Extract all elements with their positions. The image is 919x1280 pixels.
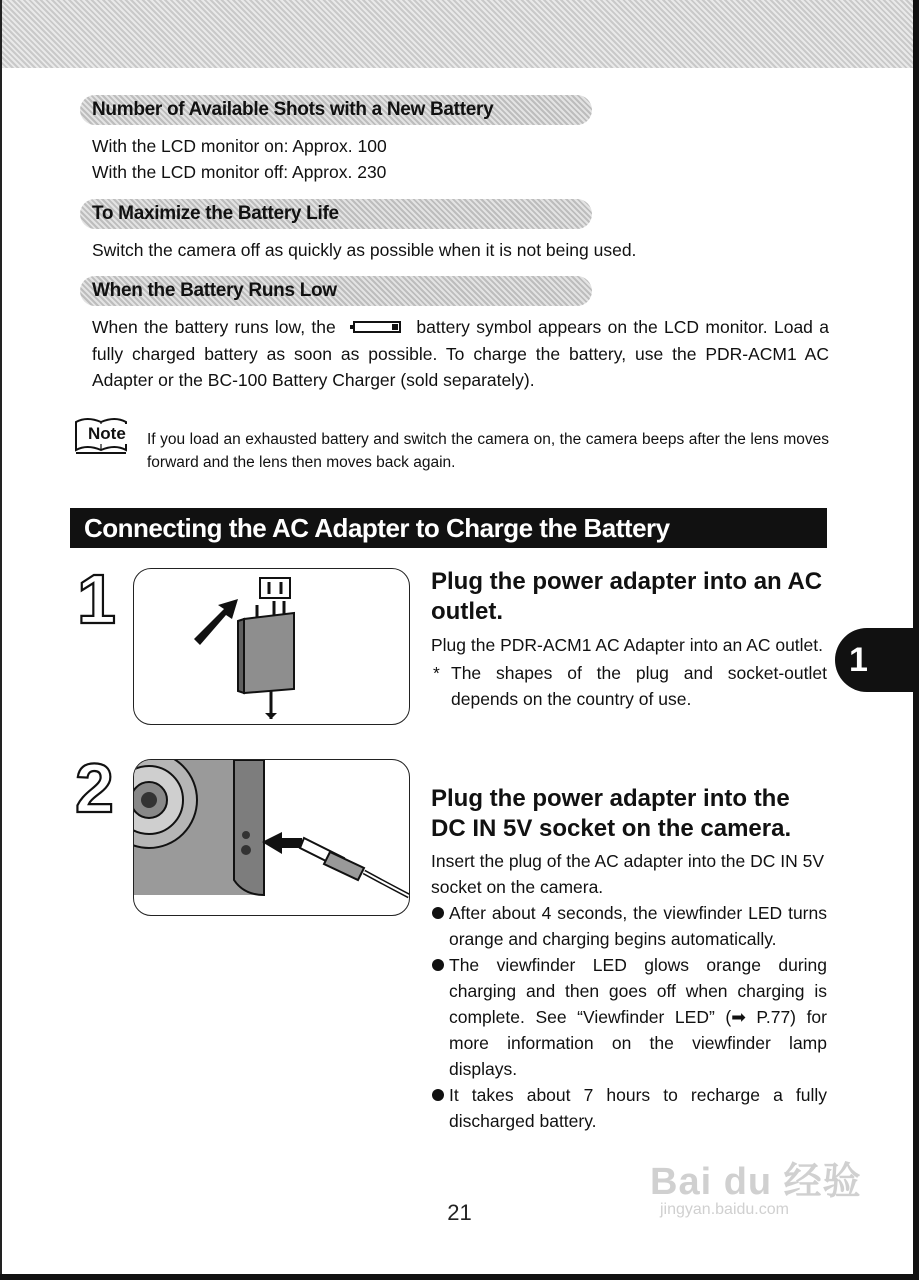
note-book-icon (73, 414, 129, 456)
camera-dc-socket-illustration (134, 760, 409, 915)
step-2-number-text: 2 (75, 752, 114, 818)
section-title-bar: Connecting the AC Adapter to Charge the Battery (70, 508, 827, 548)
step-1-number-text: 1 (77, 563, 116, 629)
left-scan-edge (0, 0, 2, 1280)
note-text: If you load an exhausted battery and switch the camera on, the camera beeps after the lens moves forward and the lens then moves back again. (147, 431, 829, 471)
step-1-title: Plug the power adapter into an AC outlet. (431, 568, 823, 625)
step-1-asterisk-text: The shapes of the plug and socket-outlet depends on the country of use. (451, 663, 827, 709)
step-2-bullet-3: It takes about 7 hours to recharge a fully discharged battery. (431, 1082, 827, 1134)
note-label: Note (88, 424, 126, 443)
shots-lcd-on: With the LCD monitor on: Approx. 100 (92, 136, 387, 156)
heading-battery-low: When the Battery Runs Low (80, 276, 592, 306)
step-1-body (431, 632, 827, 712)
step-2-bullet-1: After about 4 seconds, the viewfinder LED turns orange and charging begins automatically. (431, 900, 827, 952)
heading-maximize-battery: To Maximize the Battery Life (80, 199, 592, 229)
shots-text (92, 133, 387, 185)
asterisk-mark: * (433, 663, 440, 683)
step-2-body (431, 848, 827, 1134)
ac-adapter-illustration (134, 569, 409, 724)
watermark-main: Bai du 经验 (650, 1161, 862, 1203)
step-2-number (75, 752, 125, 818)
step-2-title: Plug the power adapter into the DC IN 5V socket on the camera. (431, 785, 792, 842)
shots-lcd-off: With the LCD monitor off: Approx. 230 (92, 162, 387, 182)
step-1-body-text: Plug the PDR-ACM1 AC Adapter into an AC outlet. (431, 635, 824, 655)
baidu-watermark (650, 1150, 870, 1240)
step-1-illustration (133, 568, 410, 725)
step-1-asterisk-note (431, 660, 827, 712)
battery-symbol-icon (348, 315, 404, 341)
battery-low-text-a: When the battery runs low, the (92, 317, 336, 337)
step-2-body-text: Insert the plug of the AC adapter into the DC IN 5V socket on the camera. (431, 851, 825, 897)
heading-available-shots: Number of Available Shots with a New Battery (80, 95, 592, 125)
bottom-scan-edge (0, 1274, 919, 1280)
top-shaded-band (0, 0, 919, 68)
step-2-bullet-2: The viewfinder LED glows orange during charging and then goes off when charging is complete. See “Viewfinder LED” (➡ P.77) for more information on the viewfinder lamp displays. (431, 952, 827, 1082)
battery-low-text (92, 314, 829, 393)
watermark-sub: jingyan.baidu.com (660, 1201, 789, 1218)
page-number: 21 (447, 1200, 472, 1225)
maximize-text: Switch the camera off as quickly as possible when it is not being used. (92, 240, 637, 260)
chapter-tab: 1 (835, 628, 919, 692)
step-2-illustration (133, 759, 410, 916)
battery-low-text-b: battery symbol appears on the LCD monitor. Load a fully charged battery as soon as possible. To charge the battery, use the PDR-ACM1 AC Adapter or the BC-100 Battery Charger (sold separately). (92, 317, 829, 391)
step-1-number (75, 563, 125, 629)
